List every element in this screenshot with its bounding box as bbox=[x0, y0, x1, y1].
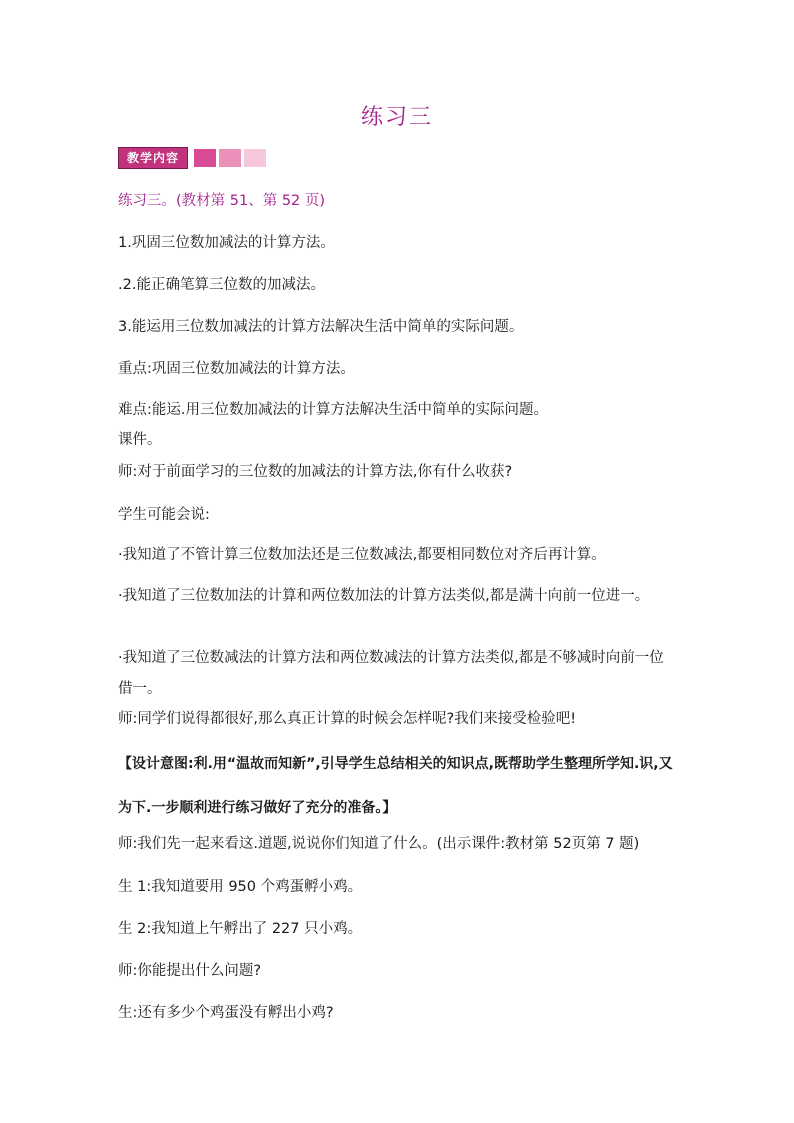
materials: 课件。 bbox=[118, 432, 162, 448]
teacher-question: 师:我们先一起来看这.道题,说说你们知道了什么。(出示课件:教材第 52页第 7 题) bbox=[118, 836, 640, 852]
student-answer: ·我知道了三位数加法的计算和两位数加法的计算方法类似,都是满十向前一位进一。 bbox=[118, 588, 650, 604]
objective-item: 1.巩固三位数加减法的计算方法。 bbox=[118, 235, 335, 251]
student-reply: 生 2:我知道上午孵出了 227 只小鸡。 bbox=[118, 921, 363, 937]
decorative-square bbox=[194, 149, 216, 167]
objective-item: 3.能运用三位数加减法的计算方法解决生活中简单的实际问题。 bbox=[118, 319, 524, 335]
key-point: 重点:巩固三位数加减法的计算方法。 bbox=[118, 361, 355, 377]
section-badge: 教学内容 bbox=[118, 147, 188, 169]
student-reply: 生:还有多少个鸡蛋没有孵出小鸡? bbox=[118, 1005, 334, 1021]
decorative-square bbox=[219, 149, 241, 167]
student-answer: ·我知道了不管计算三位数加法还是三位数减法,都要相同数位对齐后再计算。 bbox=[118, 547, 606, 563]
design-intent: 【设计意图:利.用“温故而知新”,引导学生总结相关的知识点,既帮助学生整理所学知.识,又为下.一步顺利进行练习做好了充分的准备。】 bbox=[118, 756, 673, 816]
student-answer: ·我知道了三位数减法的计算方法和两位数减法的计算方法类似,都是不够减时向前一位借一。 bbox=[118, 650, 664, 697]
content-heading: 练习三。(教材第 51、第 52 页) bbox=[118, 193, 326, 209]
page-title: 练习三 bbox=[360, 105, 433, 130]
section-badge-row bbox=[118, 147, 266, 169]
objective-item: .2.能正确笔算三位数的加减法。 bbox=[118, 277, 325, 293]
teacher-question: 师:对于前面学习的三位数的加减法的计算方法,你有什么收获? bbox=[118, 464, 513, 480]
teacher-question: 师:你能提出什么问题? bbox=[118, 963, 262, 979]
teacher-question: 师:同学们说得都很好,那么真正计算的时候会怎样呢?我们来接受检验吧! bbox=[118, 711, 577, 727]
decorative-square bbox=[244, 149, 266, 167]
difficult-point: 难点:能运.用三位数加减法的计算方法解决生活中简单的实际问题。 bbox=[118, 402, 548, 418]
students-intro: 学生可能会说: bbox=[118, 507, 210, 523]
student-reply: 生 1:我知道要用 950 个鸡蛋孵小鸡。 bbox=[118, 879, 363, 895]
